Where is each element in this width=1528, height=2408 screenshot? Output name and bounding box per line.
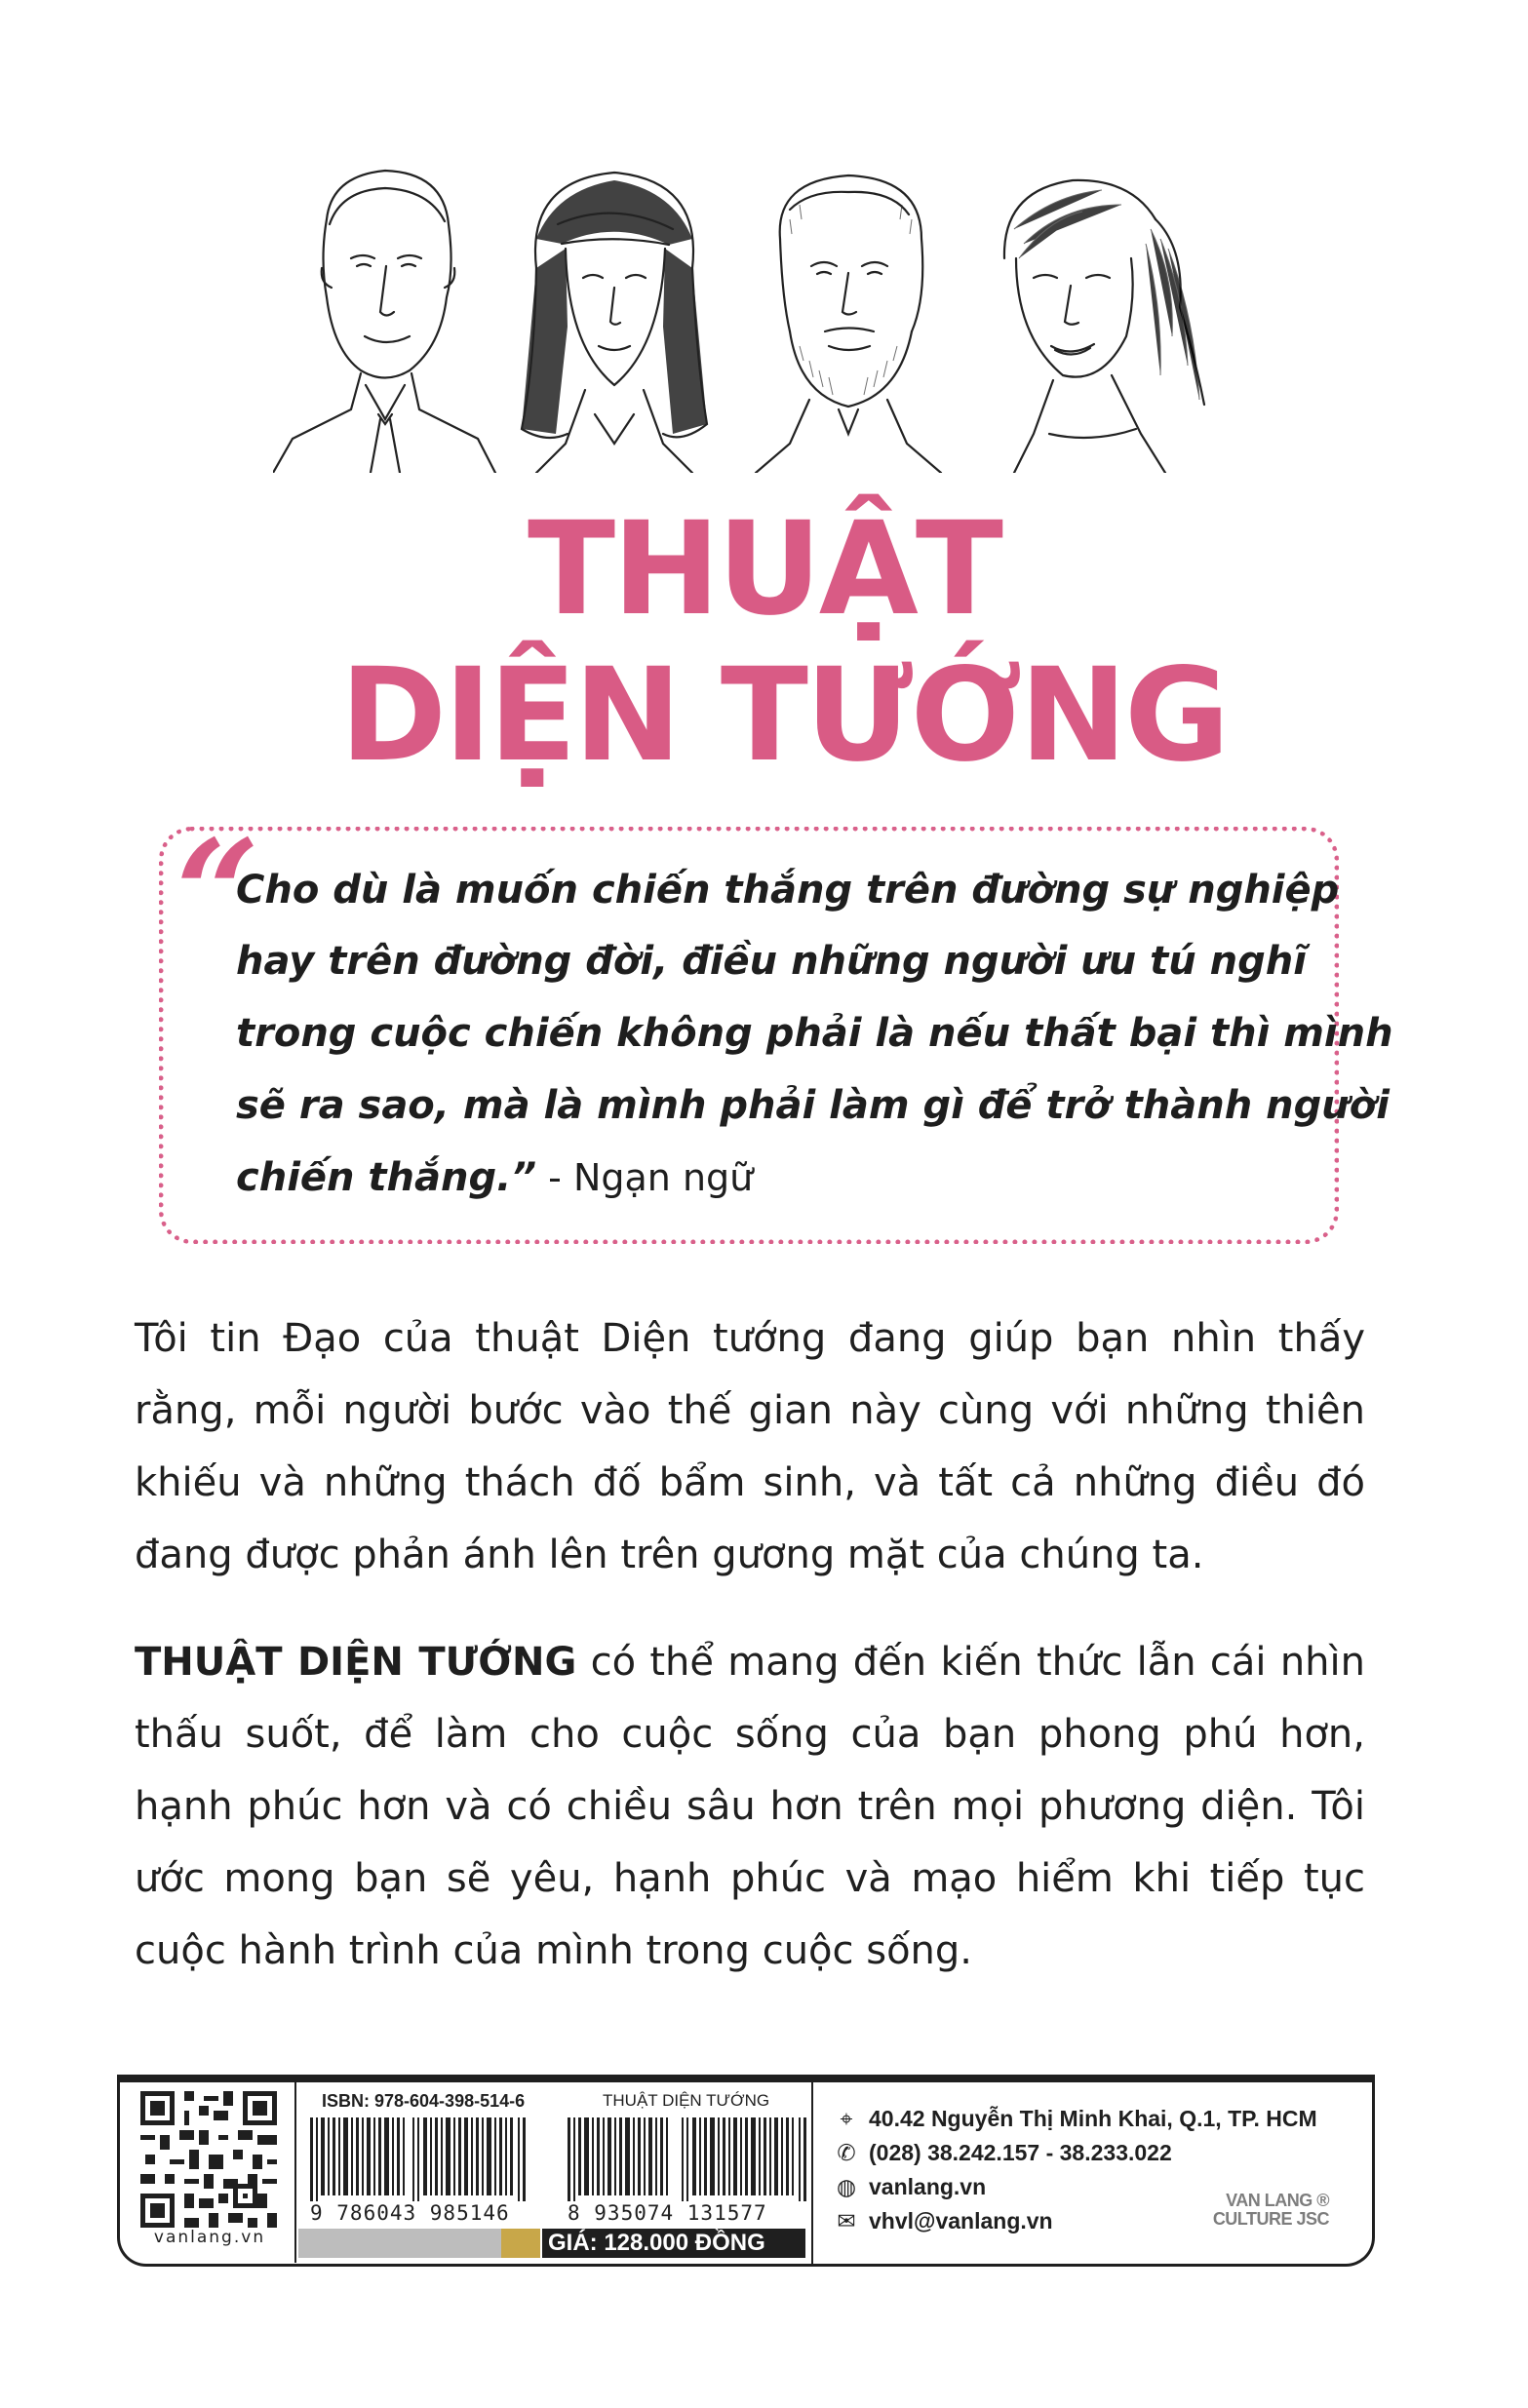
phone-icon: ✆ [837, 2140, 856, 2165]
paragraph-2-line: cuộc hành trình của mình trong cuộc sống. [135, 1928, 973, 1973]
paragraph-2-line-1-text: có thể mang đến kiến thức lẫn cái nhìn [576, 1640, 1365, 1685]
logo-line-1: VAN LANG ® [1226, 2191, 1329, 2210]
publisher-logo [1197, 2192, 1329, 2229]
book-title-line-1: THUẬT [528, 494, 1000, 644]
info-divider [811, 2082, 813, 2264]
email-text: vhvl@vanlang.vn [869, 2208, 1053, 2233]
ean-barcode-digits: 8 935074 131577 [568, 2201, 767, 2225]
address-text: 40.42 Nguyễn Thị Minh Khai, Q.1, TP. HCM [869, 2106, 1317, 2131]
qr-caption: vanlang.vn [153, 2228, 266, 2247]
contact-phone [834, 2140, 1172, 2166]
paragraph-2-line: hạnh phúc hơn và có chiều sâu hơn trên mọi phương diện. Tôi [135, 1784, 1365, 1829]
price-accent-strip [501, 2229, 540, 2258]
qr-code-icon [140, 2091, 277, 2228]
book-title-line-2: DIỆN TƯỚNG [339, 641, 1228, 791]
qr-code-area [123, 2081, 296, 2263]
contact-address [834, 2106, 1317, 2132]
phone-text: (028) 38.242.157 - 38.233.022 [869, 2140, 1172, 2165]
portrait-man-beard [731, 151, 965, 473]
quote-attribution: - Ngạn ngữ [536, 1156, 754, 1199]
paragraph-2-line: ước mong bạn sẽ yêu, hạnh phúc và mạo hiểm khi tiếp tục [135, 1856, 1365, 1901]
grey-strip [298, 2229, 501, 2258]
paragraph-1-line: đang được phản ánh lên trên gương mặt của chúng ta. [135, 1533, 1204, 1577]
logo-line-2: CULTURE JSC [1212, 2209, 1329, 2229]
price-label: GIÁ: 128.000 ĐỒNG [542, 2229, 805, 2258]
barcode-book-title: THUẬT DIỆN TƯỚNG [603, 2091, 770, 2110]
portrait-man-suit [273, 151, 497, 473]
contact-email [834, 2208, 1053, 2234]
quote-mark-icon: “ [176, 808, 260, 980]
isbn-barcode-digits: 9 786043 985146 [310, 2201, 510, 2225]
portrait-woman-ponytail [956, 151, 1209, 473]
paragraph-1-line: rằng, mỗi người bước vào thế gian này cùng với những thiên [135, 1388, 1365, 1433]
quote-line: hay trên đường đời, điều những người ưu tú nghĩ [236, 939, 1307, 984]
ean-barcode-icon [568, 2117, 807, 2201]
quote-line-last [236, 1155, 753, 1200]
paragraph-1-line: Tôi tin Đạo của thuật Diện tướng đang giúp bạn nhìn thấy [135, 1316, 1365, 1361]
quote-line: Cho dù là muốn chiến thắng trên đường sự nghiệp [236, 868, 1340, 913]
isbn-barcode-icon [310, 2117, 527, 2201]
website-text: vanlang.vn [869, 2174, 987, 2199]
portrait-woman-bangs [497, 151, 731, 473]
isbn-label: ISBN: 978-604-398-514-6 [322, 2091, 526, 2111]
paragraph-1-line: khiếu và những thách đố bẩm sinh, và tất cả những điều đó [135, 1460, 1365, 1505]
location-pin-icon: ⌖ [840, 2106, 853, 2131]
envelope-icon: ✉ [837, 2208, 856, 2233]
paragraph-2-line [135, 1640, 1365, 1685]
portrait-sketches [273, 151, 1209, 502]
bold-book-title: THUẬT DIỆN TƯỚNG [135, 1640, 577, 1685]
quote-text-end: chiến thắng.” [236, 1155, 537, 1200]
quote-line: sẽ ra sao, mà là mình phải làm gì để trở thành người [236, 1083, 1390, 1128]
paragraph-2-line: thấu suốt, để làm cho cuộc sống của bạn phong phú hơn, [135, 1712, 1365, 1757]
globe-icon: ◍ [836, 2174, 857, 2199]
contact-website [834, 2174, 986, 2200]
quote-line: trong cuộc chiến không phải là nếu thất bại thì mình [236, 1011, 1393, 1056]
